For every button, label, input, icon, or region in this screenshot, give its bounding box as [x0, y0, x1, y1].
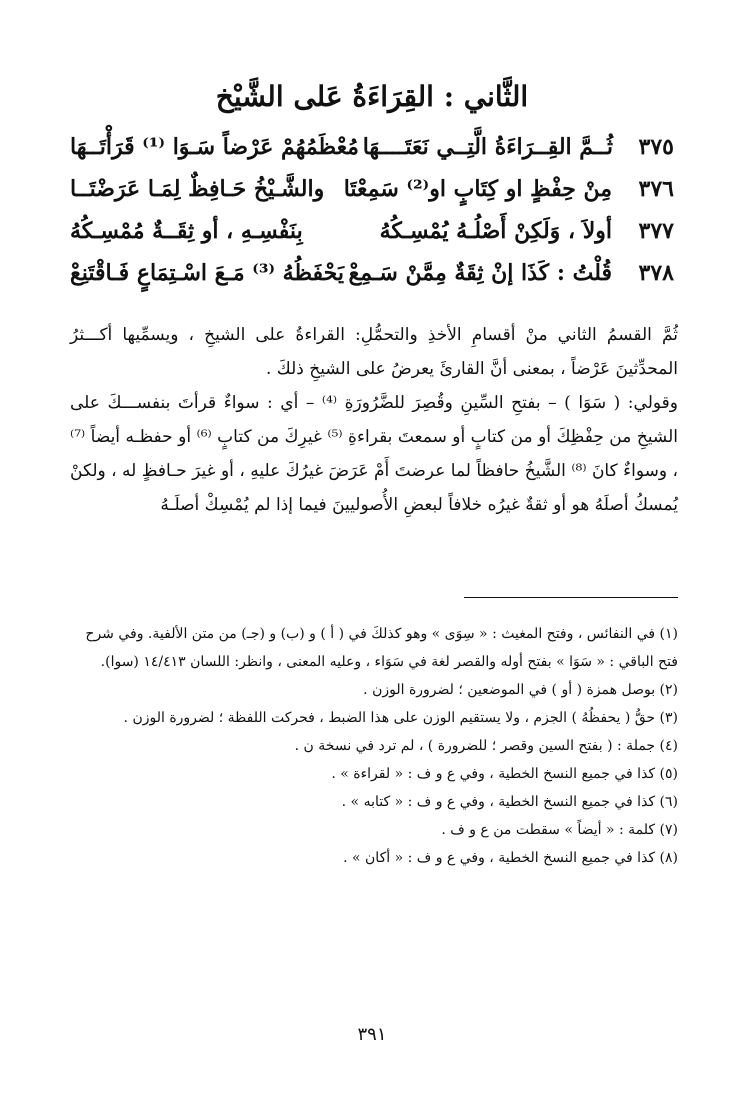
- footnote-line: (٥) كذا في جميع النسخ الخطية ، وفي ع و ف : « لقراءة » .: [331, 766, 678, 782]
- commentary-paragraph: ثُمَّ القسمُ الثاني منْ أقسامِ الأخذِ والتحمُّلِ: القراءةُ على الشيخِ ، ويسمِّيها أكـــثرُ المحدِّثينَ عَرْضاً ، بمعنى أنَّ القارئَ يعرضُ على الشيخِ ذلكَ .: [70, 325, 678, 379]
- verse-block: [70, 134, 674, 302]
- footnotes: [64, 620, 678, 872]
- verse-number: ٣٧٨: [638, 260, 674, 286]
- verse-second-hemistich: بِنَفْسِـهِ ، أو ثِقَــةٌ مُمْسِـكُهُ: [70, 218, 303, 244]
- verse-number: ٣٧٧: [638, 218, 674, 244]
- footnote-line: (٢) بوصل همزة ( أو ) في الموضعين ؛ لضرورة الوزن .: [363, 682, 678, 698]
- footnote-line: (٦) كذا في جميع النسخ الخطية ، وفي ع و ف : « كتابه » .: [341, 794, 678, 810]
- footnote-line: (٨) كذا في جميع النسخ الخطية ، وفي ع و ف : « أكان » .: [343, 850, 678, 866]
- verse-second-hemistich: مُعْظَمُهُمْ عَرْضاً سَـوَا ⁽¹⁾ قَرَأْتَــهَا: [70, 134, 359, 160]
- footnote-separator: [464, 597, 678, 598]
- verse-second-hemistich: والشَّـيْخُ حَـافِظٌ لِمَـا عَرَضْتَــا: [70, 176, 325, 202]
- verse-first-hemistich: مِنْ حِفْظٍ او كِتَابٍ او⁽²⁾ سَمِعْتَا: [343, 176, 612, 202]
- verse-first-hemistich: ثُــمَّ القِــرَاءَةُ الَّتِــي نَعَتَــــهَا: [362, 134, 613, 160]
- commentary-paragraph: وقولي: ( سَوَا ) – بفتحِ السِّينِ وقُصِرَ للضَّرُورَةِ ⁽⁴⁾ – أي : سواءٌ قرأتَ بنفســـكَ على الشيخِ من حِفْظِكَ أو من كتابٍ أو سمعتَ بقراءةِ ⁽⁵⁾ غيرِكَ من كتابٍ ⁽⁶⁾ أو حفظـه أيضاً ⁽⁷⁾ ، وسواءٌ كانَ ⁽⁸⁾ الشَّيخُ حافظاً لما عرضتَ أَمْ عَرَضَ غيرُكَ عليهِ ، أو غيرَ حـافظٍ له ، ولكنْ يُمسكُ أصلَهُ هو أو ثقةٌ غيرُه خلافاً لبعضِ الأُصوليينَ فيما إذا لم يُمْسِكْ أصلَـهُ: [70, 393, 678, 515]
- footnote-line: فتح الباقي : « سَوَا » بفتح أوله والقصر لغة في سَوَاء ، وعليه المعنى ، وانظر: اللسان ١٤/٤١٣ (سوا).: [100, 654, 678, 670]
- verse-number: ٣٧٦: [638, 176, 674, 202]
- verse-first-hemistich: أولاَ ، وَلَكِنْ أَصْلُـهُ يُمْسِـكُهُ: [379, 218, 612, 244]
- verse-line: [70, 134, 674, 176]
- footnote-line: (٣) حقُّ ( يحفظُهُ ) الجزم ، ولا يستقيم الوزن على هذا الضبط ، فحركت اللفظة ؛ لضرورة الوزن .: [123, 710, 678, 726]
- verse-line: [70, 176, 674, 218]
- commentary-text: [70, 318, 678, 522]
- verse-line: [70, 218, 674, 260]
- page-number: ٣٩١: [357, 1024, 387, 1045]
- verse-line: [70, 260, 674, 302]
- footnote-line: (٧) كلمة : « أيضاً » سقطت من ع و ف .: [441, 822, 678, 838]
- verse-number: ٣٧٥: [638, 134, 674, 160]
- verse-second-hemistich: يَحْفَظُهُ ⁽³⁾ مَـعَ اسْـتِمَاعٍ فَـاقْتَنِعْ: [70, 260, 344, 286]
- verse-first-hemistich: قُلْتُ : كَذَا إنْ ثِقَةٌ مِمَّنْ سَـمِعْ: [348, 260, 612, 286]
- footnote-line: (١) في النفائس ، وفتح المغيث : « سِوَى » وهو كذلكَ في ( أ ) و (ب) و (جـ) من متن الألفية. وفي شرح: [85, 626, 678, 642]
- footnote-line: (٤) جملة : ( بفتح السين وقصر ؛ للضرورة ) ، لم ترد في نسخة ن .: [294, 738, 678, 754]
- section-title: الثَّاني : القِرَاءَةُ عَلى الشَّيْخ: [215, 80, 529, 113]
